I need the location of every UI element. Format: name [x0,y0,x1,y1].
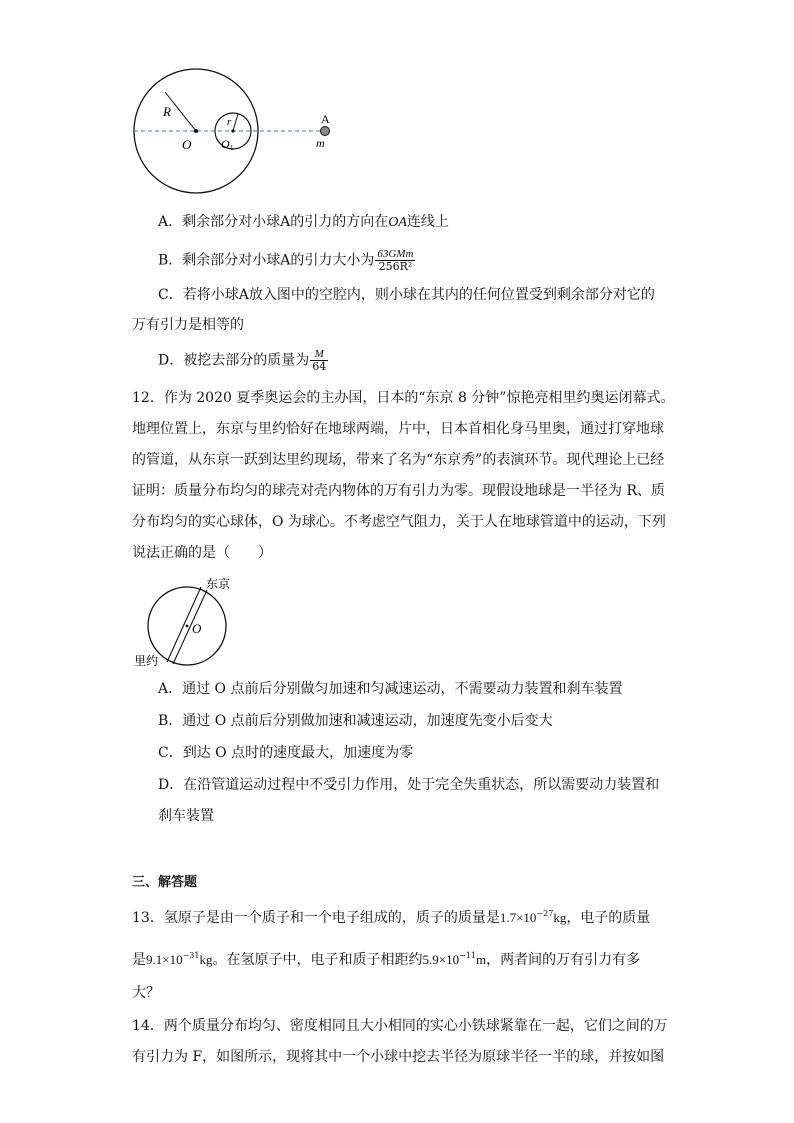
q12-line-4: 证明：质量分布均匀的球壳对壳内物体的万有引力为零。现假设地球是一半径为 R、质 [132,483,665,499]
q11-option-b[interactable]: B．剩余部分对小球A的引力大小为 $\frac{\text{63GMm}}{\text{256R²}}$ [158,248,414,273]
q12-option-c[interactable]: C．到达 O 点时的速度最大，加速度为零 [158,745,414,761]
q12-line-2: 地理位置上，东京与里约恰好在地球两端，片中，日本首相化身马里奥，通过打穿地球 [132,421,664,437]
label-O1: O [221,137,230,151]
label-r: r [227,116,232,128]
center-O1-dot [231,129,234,132]
figure-earth-tunnel [130,572,240,672]
q13-line-1: 13．氢原子是由一个质子和一个电子组成的，质子的质量是$1.7\times 10^{-27}kg$，电子的质量 [132,909,651,926]
q14-line-2: 有引力为 F，如图所示，现将其中一个小球中挖去半径为原球半径一半的球，并按如图 [132,1049,665,1065]
label-A: A [321,112,330,126]
fraction-M-64: $\frac{M}{64}$ [312,348,327,373]
q11-option-a[interactable]: A．剩余部分对小球A的引力的方向在OA连线上 [158,214,449,230]
figure-sphere-cavity [120,62,350,202]
center-O-dot [194,129,198,133]
label-R: R [163,104,171,119]
q12-line-1: 12．作为 2020 夏季奥运会的主办国，日本的“东京 8 分钟”惊艳亮相里约奥运闭幕式。 [132,390,675,406]
q12-option-a[interactable]: A．通过 O 点前后分别做匀加速和匀减速运动，不需要动力装置和刹车装置 [158,681,623,697]
radius-r-line [233,114,238,131]
q12-option-d-line1[interactable]: D．在沿管道运动过程中不受引力作用，处于完全失重状态，所以需要动力装置和 [158,777,660,793]
label-m: m [316,136,325,150]
q13-line-3: 大？ [132,985,160,1001]
label-tokyo: 东京 [206,577,231,591]
q12-line-5: 分布均匀的实心球体，O 为球心。不考虑空气阻力，关于人在地球管道中的运动，下列 [132,514,666,530]
label-O: O [182,137,192,152]
q13-line-2: 是$9.1\times 10^{-31}kg$。在氢原子中，电子和质子相距约$5.9\times 10^{-11}m$，两者间的万有引力有多 [132,951,641,968]
q11-option-c-line2: 万有引力是相等的 [132,317,244,333]
tunnel-wall-2 [173,590,207,664]
label-rio: 里约 [134,654,159,668]
center-O-dot [186,625,189,628]
q12-option-d-line2: 刹车装置 [158,808,214,824]
ball-A [321,127,330,136]
q12-line-3: 的管道，从东京一跃到达里约现场，带来了名为“东京秀”的表演环节。现代理论上已经 [132,452,665,468]
q12-option-b[interactable]: B．通过 O 点前后分别做加速和减速运动，加速度先变小后变大 [158,713,553,729]
q11-option-c-line1[interactable]: C．若将小球A放入图中的空腔内，则小球在其内的任何位置受到剩余部分对它的 [158,287,655,303]
q14-line-1: 14．两个质量分布均匀、密度相同且大小相同的实心小铁球紧靠在一起，它们之间的万 [132,1018,668,1034]
label-O: O [192,621,202,636]
q12-line-6: 说法正确的是（ ） [132,545,272,561]
section-heading-answer-questions: 三、解答题 [132,875,198,890]
fraction-63GMm: $\frac{\text{63GMm}}{\text{256R²}}$ [377,248,414,273]
label-O1-sub: 1 [230,144,234,152]
q11-option-d[interactable]: D．被挖去部分的质量为 $\frac{M}{64}$ [158,348,327,373]
